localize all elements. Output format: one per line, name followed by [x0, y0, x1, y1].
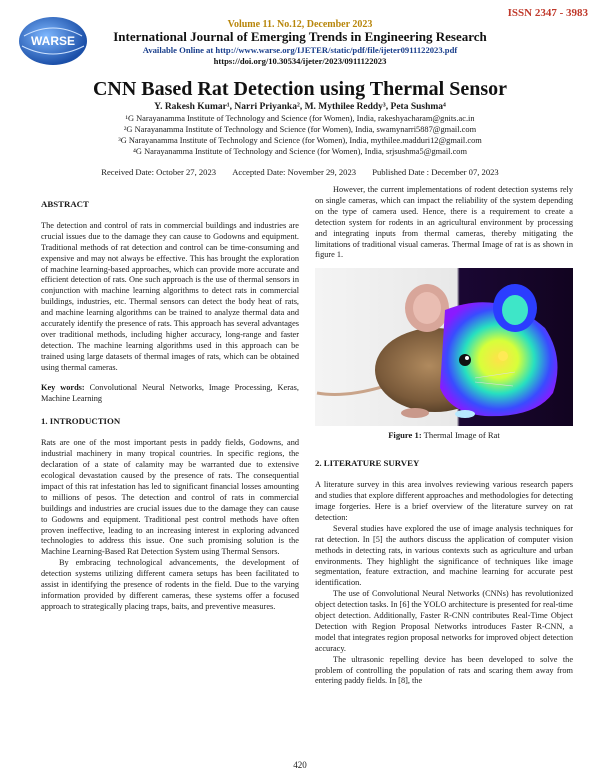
affiliation-1: ¹G Narayanamma Institute of Technology and Science (for Women), India, rakeshyacharam@gnits.ac.in	[125, 114, 475, 123]
intro-paragraph-2: By embracing technological advancements, the development of detection systems utilizing different camera setups has been facilitated to assist in identifying the presence of rodents in the field. Due to the varying information provided by different cameras, these systems offer a focused approach to strategically placing traps, baits, and preventive measures.	[41, 558, 299, 611]
keywords	[41, 383, 299, 405]
journal-title: International Journal of Emerging Trends in Engineering Research	[113, 29, 487, 44]
keywords-label: Key words:	[41, 382, 85, 392]
paper-title: CNN Based Rat Detection using Thermal Sensor	[92, 78, 508, 100]
figure-1-thermal-rat-image	[315, 268, 573, 426]
keywords-list: Convolutional Neural Networks, Image Processing, Keras, Machine Learning	[41, 382, 299, 403]
affiliation-3: ³G Narayanamma Institute of Technology and Science (for Women), India, mythilee.madduri12@gmail.com	[118, 136, 482, 145]
authors: Y. Rakesh Kumar¹, Narri Priyanka², M. Mythilee Reddy³, Peta Sushma⁴	[154, 102, 446, 112]
available-url[interactable]: Available Online at http://www.warse.org/IJETER/static/pdf/file/ijeter0911122023.pdf	[142, 45, 458, 55]
affiliation-4: ⁴G Narayanamma Institute of Technology and Science (for Women), India, srjsushma5@gmail.com	[133, 147, 467, 156]
received-date: Received Date: October 27, 2023	[101, 167, 217, 177]
dates-line	[0, 167, 600, 177]
issn-label: ISSN 2347 - 3983	[507, 7, 588, 19]
accepted-date: Accepted Date: November 29, 2023	[232, 167, 357, 177]
intro-paragraph-1: Rats are one of the most important pests in paddy fields, Godowns, and industrial machinery in many tropical countries. In specific regions, the declaration of a state of calamity may be warranted due to extensive ecological devastation caused by the presence of rats. The consequential impact of this rat infestation has led to significant financial losses amounting to millions of pesos. The detection and control of rats in commercial buildings and industries are crucial issues due to the damage they can cause to Godowns and equipment. Traditional pest control methods have often proven ineffective, leading to an increasing interest in exploring advanced technologies to address this issue. One such promising solution is the Machine Learning-Based Rat Detection System using Thermal Sensors.	[41, 438, 299, 557]
right-paragraph-1: However, the current implementations of rodent detection systems rely on single cameras, which can impact the reliability of the system depending on the type of camera used. Hence, there is a requirement to create a detection system for rodents in an agricultural environment by processing and integrating inputs from thermal cameras, thereby mitigating the limitations of traditional visual cameras. Thermal Image of rat is as shown in figure 1.	[315, 185, 573, 260]
figure-caption-text: Thermal Image of Rat	[421, 430, 500, 441]
thermal-rat-image	[315, 268, 573, 426]
left-column	[41, 185, 299, 613]
volume-info: Volume 11. No.12, December 2023	[227, 19, 373, 30]
literature-heading: 2. LITERATURE SURVEY	[315, 458, 420, 469]
abstract-heading: ABSTRACT	[41, 199, 89, 209]
svg-text:WARSE: WARSE	[30, 34, 76, 48]
literature-paragraph-3: The use of Convolutional Neural Networks (CNNs) has revolutionized object detection tasks. In [6] the YOLO architecture is presented for real-time object detection. Additionally, Faster R-CNN contributes Real-Time Object Detection with Region Proposal Networks introduces Faster R-CNN, a model that integrates region proposal networks for improved object detection accuracy.	[315, 589, 573, 653]
doi-link[interactable]: https://doi.org/10.30534/ijeter/2023/0911122023	[213, 56, 387, 66]
page-number: 420	[293, 760, 307, 770]
affiliation-2: ²G Narayanamma Institute of Technology and Science (for Women), India, swamynarri5887@gmail.com	[123, 125, 477, 134]
literature-paragraph-4: The ultrasonic repelling device has been developed to solve the problem of controlling the population of rats and scaring them away from entering paddy fields. In [8], the	[315, 654, 573, 686]
abstract-text: The detection and control of rats in commercial buildings and industries are crucial issues due to the damage they can cause to Godowns and equipment. Traditional methods of rat detection and control can be time-consuming and expensive and may not always be effective. This has brought the exploration of machine learning-based approaches, which can provide more accurate and efficient detection of rats. One such approach is the use of thermal sensors in conjunction with machine learning algorithms to detect rats in commercial buildings, industries, etc. Thermal sensors can detect the body heat of rats, and machine learning algorithms can be trained to analyze thermal data and accurately identify the presence of rats. This approach has several advantages over traditional methods, including higher accuracy, long-range and faster detection. The machine learning algorithms used in this approach can be trained using large datasets of thermal images of rats, which can be obtained using thermal cameras.	[41, 220, 299, 372]
literature-paragraph-1: A literature survey in this area involves reviewing various research papers and studies that explore different approaches and methodologies for detecting image forgeries. Here is a brief overview of the literature survey on rat detection:	[315, 480, 573, 522]
literature-paragraph-2: Several studies have explored the use of image analysis techniques for rat detection. In [5] the authors discuss the application of computer vision methods in detecting rats, in various contexts such as agriculture and urban environments. They highlight the significance of techniques like image segmentation, feature extraction, and machine learning for accurate pest identification.	[315, 523, 573, 588]
intro-heading: 1. INTRODUCTION	[41, 416, 121, 427]
figure-caption	[315, 430, 573, 441]
published-date: Published Date : December 07, 2023	[372, 167, 499, 177]
figure-label: Figure 1:	[388, 430, 422, 441]
right-column	[315, 185, 573, 687]
